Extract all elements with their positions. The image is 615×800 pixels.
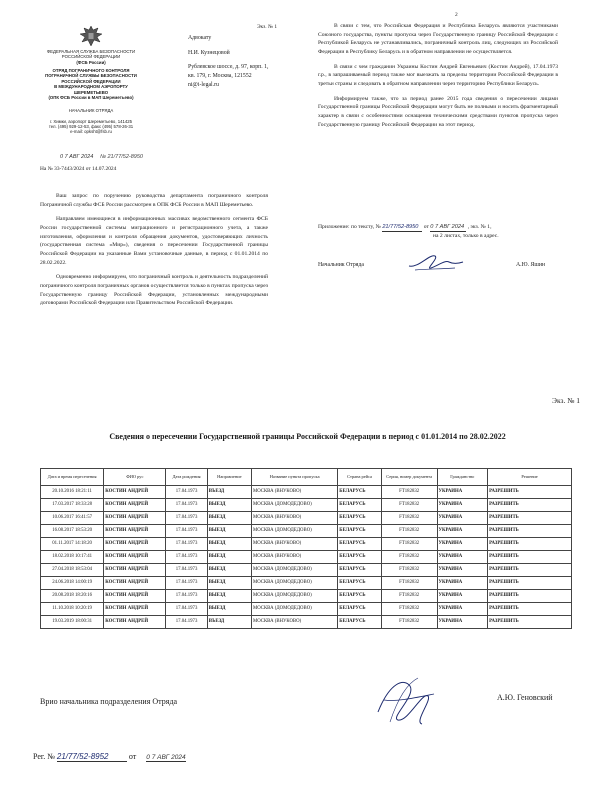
appendix-signer-name: А.Ю. Геновский [497, 693, 553, 702]
cell-flight-country: БЕЛАРУСЬ [338, 577, 382, 590]
table-row [41, 499, 572, 512]
column-checkpoint: Название пункта пропуска [251, 469, 337, 486]
appendix-signer-role: Врио начальника подразделения Отряда [40, 697, 178, 706]
registration-date: 0 7 АВГ 2024 [146, 754, 186, 761]
cell-name: КОСТИН АНДРЕЙ [104, 564, 166, 577]
org-line7: В МЕЖДУНАРОДНОМ АЭРОПОРТУ [54, 84, 128, 90]
cell-citizenship: УКРАИНА [437, 499, 488, 512]
cell-datetime: 01.11.2017 14:18:20 [41, 538, 104, 551]
cell-flight-country: БЕЛАРУСЬ [338, 564, 382, 577]
cell-name: КОСТИН АНДРЕЙ [104, 577, 166, 590]
cell-decision: РАЗРЕШИТЬ [488, 564, 572, 577]
cell-birthdate: 17.04.1973 [166, 590, 207, 603]
cell-citizenship: УКРАИНА [437, 616, 488, 629]
left-paragraph-1: Ваш запрос по поручению руководства департамента пограничного контроля Пограничной службы ФСБ России рассмотрен в ОПК ФСБ России в МАП Шереметьево. [40, 193, 268, 208]
org-addr2: тел. (495) 929-12-53, факс (495) 578-26-31 [48, 123, 134, 129]
org-line3: (ФСБ России) [76, 59, 106, 65]
left-paragraph-3: Одновременно информируем, что пограничный контроль и деятельность подразделений пограничного контроля пограничных органов осуществляется только в пунктах пропуска через Государственную границу Российской Федерации, установленных международными договорами Российской Федерации или Правительством Российской Федерации. [40, 274, 268, 307]
registration-number: 21/77/52-8952 [57, 752, 127, 762]
cell-name: КОСТИН АНДРЕЙ [104, 499, 166, 512]
org-block [30, 49, 152, 135]
cell-citizenship: УКРАИНА [437, 525, 488, 538]
org-line2: РОССИЙСКОЙ ФЕДЕРАЦИИ [61, 54, 121, 60]
cell-document: FT182832 [381, 551, 437, 564]
attachment-label: Приложение: по тексту, № [318, 224, 381, 230]
table-row [41, 551, 572, 564]
cell-checkpoint: МОСКВА (ВНУКОВО) [251, 551, 337, 564]
letter-signer-name: А.Ю. Яшин [516, 262, 546, 268]
table-row [41, 486, 572, 499]
column-birthdate: Дата рождения [166, 469, 207, 486]
cell-name: КОСТИН АНДРЕЙ [104, 525, 166, 538]
cell-datetime: 18.02.2018 10:17:41 [41, 551, 104, 564]
addressee-name: Н.И. Кузнецовой [188, 49, 230, 56]
table-row [41, 590, 572, 603]
cell-flight-country: БЕЛАРУСЬ [338, 499, 382, 512]
addressee-addr1: Рублевское шоссе, д. 97, корп. 1, [188, 64, 269, 71]
column-name: ФИО рус [104, 469, 166, 486]
cell-name: КОСТИН АНДРЕЙ [104, 616, 166, 629]
cell-checkpoint: МОСКВА (ВНУКОВО) [251, 486, 337, 499]
appendix-title: Сведения о пересечении Государственной границы Российской Федерации в период с 01.01.2014 по 28.02.2022 [109, 432, 506, 441]
table-row [41, 564, 572, 577]
cell-datetime: 27.04.2018 18:53:04 [41, 564, 104, 577]
letter-ex-no: Экз. № 1 [257, 24, 278, 30]
attachment-block [318, 223, 568, 241]
org-addr1: г. Химки, аэропорт Шереметьево, 141425 [49, 118, 133, 124]
cell-citizenship: УКРАИНА [437, 603, 488, 616]
cell-checkpoint: МОСКВА (ДОМОДЕДОВО) [251, 499, 337, 512]
cell-datetime: 20.08.2018 18:20:16 [41, 590, 104, 603]
reference-line: На № 33-7443/2024 от 14.07.2024 [40, 166, 117, 172]
cell-birthdate: 17.04.1973 [166, 616, 207, 629]
cell-document: FT182832 [381, 486, 437, 499]
registration-from: от [128, 752, 137, 761]
letter-page-no: 2 [455, 12, 458, 18]
registration-label: Рег. № [33, 752, 55, 761]
cell-checkpoint: МОСКВА (ВНУКОВО) [251, 512, 337, 525]
cell-datetime: 11.10.2018 10:20:19 [41, 603, 104, 616]
right-paragraph-2: В связи с чем гражданин Украины Костин Андрей Евгеньевич (Костин Андрей), 17.04.1973 г.р., в запрашиваемый период также мог выезжать за пределы территории Российской Федерации в третьи страны и следовать в обратном направлении через территорию Республики Беларусь. [318, 63, 558, 87]
cell-direction: ВЫЕЗД [207, 538, 251, 551]
column-flight-country: Страна рейса [338, 469, 382, 486]
letter-signature-icon [405, 250, 465, 274]
org-line1: ФЕДЕРАЛЬНАЯ СЛУЖБА БЕЗОПАСНОСТИ [46, 49, 136, 54]
letter-left-body [40, 192, 268, 308]
org-line8: ШЕРЕМЕТЬЕВО [73, 89, 109, 95]
cell-decision: РАЗРЕШИТЬ [488, 603, 572, 616]
cell-flight-country: БЕЛАРУСЬ [338, 538, 382, 551]
cell-document: FT182832 [381, 499, 437, 512]
cell-citizenship: УКРАИНА [437, 538, 488, 551]
table-row [41, 616, 572, 629]
cell-birthdate: 17.04.1973 [166, 512, 207, 525]
crossings-table-body [41, 486, 572, 629]
org-head: НАЧАЛЬНИК ОТРЯДА [68, 108, 114, 114]
cell-decision: РАЗРЕШИТЬ [488, 525, 572, 538]
cell-document: FT182832 [381, 603, 437, 616]
letter-signer-role: Начальник Отряда [318, 262, 364, 268]
addressee-addr2: кв. 179, г. Москва, 121552 [188, 73, 252, 80]
org-line5: ПОГРАНИЧНОЙ СЛУЖБЫ БЕЗОПАСНОСТИ [45, 73, 137, 79]
addressee-role: Адвокату [188, 35, 212, 41]
cell-direction: ВЫЕЗД [207, 525, 251, 538]
cell-birthdate: 17.04.1973 [166, 603, 207, 616]
cell-datetime: 24.06.2018 14:00:19 [41, 577, 104, 590]
org-addr3: e-mail: opksht@fsb.ru [70, 129, 112, 135]
cell-decision: РАЗРЕШИТЬ [488, 616, 572, 629]
cell-checkpoint: МОСКВА (ДОМОДЕДОВО) [251, 577, 337, 590]
column-document: Серия, номер документа [381, 469, 437, 486]
cell-decision: РАЗРЕШИТЬ [488, 551, 572, 564]
cell-name: КОСТИН АНДРЕЙ [104, 590, 166, 603]
attachment-date: 0 7 АВГ 2024 [430, 223, 466, 232]
table-row [41, 603, 572, 616]
cell-direction: ВЫЕЗД [207, 564, 251, 577]
cell-birthdate: 17.04.1973 [166, 577, 207, 590]
cell-name: КОСТИН АНДРЕЙ [104, 486, 166, 499]
cell-decision: РАЗРЕШИТЬ [488, 486, 572, 499]
cell-decision: РАЗРЕШИТЬ [488, 577, 572, 590]
attachment-sheets: на 2 листах, только в адрес. [433, 233, 499, 240]
addressee-block [188, 34, 269, 89]
fsb-emblem-icon [78, 24, 104, 48]
outgoing-date-stamp: 0 7 АВГ 2024 [60, 154, 94, 160]
cell-flight-country: БЕЛАРУСЬ [338, 486, 382, 499]
cell-citizenship: УКРАИНА [437, 512, 488, 525]
cell-direction: ВЫЕЗД [207, 551, 251, 564]
cell-name: КОСТИН АНДРЕЙ [104, 538, 166, 551]
cell-flight-country: БЕЛАРУСЬ [338, 603, 382, 616]
registration-line [33, 752, 186, 762]
cell-decision: РАЗРЕШИТЬ [488, 499, 572, 512]
cell-direction: ВЪЕЗД [207, 486, 251, 499]
cell-flight-country: БЕЛАРУСЬ [338, 551, 382, 564]
cell-direction: ВЫЕЗД [207, 603, 251, 616]
left-paragraph-2: Направляем имеющиеся в информационных массивах ведомственного сегмента ФСБ России государственной системы миграционного и регистрационного учета, а также изготовления, оформления и контроля обращения документов, удостоверяющих личность (государственная система «Мир»), сведения о пересечении Государственной границы Российской Федерации на указанные Вами установочные данные, в период с 01.01.2014 по 28.02.2022. [40, 216, 268, 266]
cell-name: КОСТИН АНДРЕЙ [104, 603, 166, 616]
cell-citizenship: УКРАИНА [437, 564, 488, 577]
cell-datetime: 16.08.2017 18:53:20 [41, 525, 104, 538]
cell-citizenship: УКРАИНА [437, 590, 488, 603]
attachment-number: 21/77/52-8950 [382, 223, 422, 232]
cell-decision: РАЗРЕШИТЬ [488, 590, 572, 603]
cell-direction: ВЫЕЗД [207, 499, 251, 512]
column-decision: Решение [488, 469, 572, 486]
org-line6: РОССИЙСКОЙ ФЕДЕРАЦИИ [61, 78, 121, 84]
cell-checkpoint: МОСКВА (ВНУКОВО) [251, 538, 337, 551]
crossings-table-header [41, 469, 572, 486]
cell-birthdate: 17.04.1973 [166, 486, 207, 499]
cell-direction: ВЫЕЗД [207, 590, 251, 603]
cell-direction: ВЫЕЗД [207, 577, 251, 590]
cell-birthdate: 17.04.1973 [166, 525, 207, 538]
crossings-table [40, 468, 572, 629]
cell-citizenship: УКРАИНА [437, 551, 488, 564]
cell-flight-country: БЕЛАРУСЬ [338, 512, 382, 525]
column-citizenship: Гражданство [437, 469, 488, 486]
cell-datetime: 19.03.2019 18:00:31 [41, 616, 104, 629]
cell-checkpoint: МОСКВА (ДОМОДЕДОВО) [251, 603, 337, 616]
column-direction: Направление [207, 469, 251, 486]
cell-birthdate: 17.04.1973 [166, 564, 207, 577]
appendix-signature-icon [370, 672, 440, 730]
cell-checkpoint: МОСКВА (ДОМОДЕДОВО) [251, 590, 337, 603]
cell-direction: ВЫЕЗД [207, 512, 251, 525]
org-line4: ОТРЯД ПОГРАНИЧНОГО КОНТРОЛЯ [52, 68, 130, 74]
cell-decision: РАЗРЕШИТЬ [488, 538, 572, 551]
cell-document: FT182832 [381, 577, 437, 590]
cell-flight-country: БЕЛАРУСЬ [338, 590, 382, 603]
column-datetime: Дата и время пересечения [41, 469, 104, 486]
org-line9: (ОПК ФСБ России в МАП Шереметьево) [48, 94, 134, 100]
cell-name: КОСТИН АНДРЕЙ [104, 551, 166, 564]
table-row [41, 512, 572, 525]
cell-datetime: 17.03.2017 18:33:28 [41, 499, 104, 512]
cell-datetime: 20.10.2016 18:21:11 [41, 486, 104, 499]
cell-birthdate: 17.04.1973 [166, 538, 207, 551]
appendix-ex-no: Экз. № 1 [552, 396, 580, 405]
cell-document: FT182832 [381, 590, 437, 603]
letter-right-body [318, 22, 558, 129]
cell-document: FT182832 [381, 538, 437, 551]
outgoing-number-stamp: № 21/77/52-8950 [100, 154, 143, 160]
cell-document: FT182832 [381, 564, 437, 577]
cell-flight-country: БЕЛАРУСЬ [338, 525, 382, 538]
cell-citizenship: УКРАИНА [437, 577, 488, 590]
cell-checkpoint: МОСКВА (ДОМОДЕДОВО) [251, 564, 337, 577]
cell-checkpoint: МОСКВА (ВНУКОВО) [251, 616, 337, 629]
cell-decision: РАЗРЕШИТЬ [488, 512, 572, 525]
cell-document: FT182832 [381, 525, 437, 538]
addressee-email: ni@i-legal.ru [188, 81, 219, 88]
attachment-from: от [423, 224, 429, 230]
table-row [41, 577, 572, 590]
cell-document: FT182832 [381, 616, 437, 629]
cell-direction: ВЪЕЗД [207, 616, 251, 629]
right-paragraph-1: В связи с тем, что Российская Федерация и Республика Беларусь являются участниками Союзного государства, пункты пропуска через Государственную границу Российской Федерации с Республикой Беларусь не устанавливались, пограничный контроль лиц, следующих из Российской Федерации в Республику Беларусь и в обратном направлении не осуществляется. [318, 23, 558, 55]
cell-checkpoint: МОСКВА (ДОМОДЕДОВО) [251, 525, 337, 538]
cell-name: КОСТИН АНДРЕЙ [104, 512, 166, 525]
cell-document: FT182832 [381, 512, 437, 525]
right-paragraph-3: Информируем также, что за период ранее 2015 года сведения о пересечении лицами Государственной границы Российской Федерации могут быть не полными и носить фрагментарный характер в связи с особенностями оснащения техническими средствами пунктов пропуска через Государственную границу Российской Федерации на этот период. [318, 95, 558, 128]
attachment-copies: , экз. № 1, [467, 224, 492, 230]
cell-citizenship: УКРАИНА [437, 486, 488, 499]
table-row [41, 538, 572, 551]
cell-birthdate: 17.04.1973 [166, 499, 207, 512]
cell-birthdate: 17.04.1973 [166, 551, 207, 564]
cell-flight-country: БЕЛАРУСЬ [338, 616, 382, 629]
cell-datetime: 10.06.2017 16:41:57 [41, 512, 104, 525]
table-row [41, 525, 572, 538]
